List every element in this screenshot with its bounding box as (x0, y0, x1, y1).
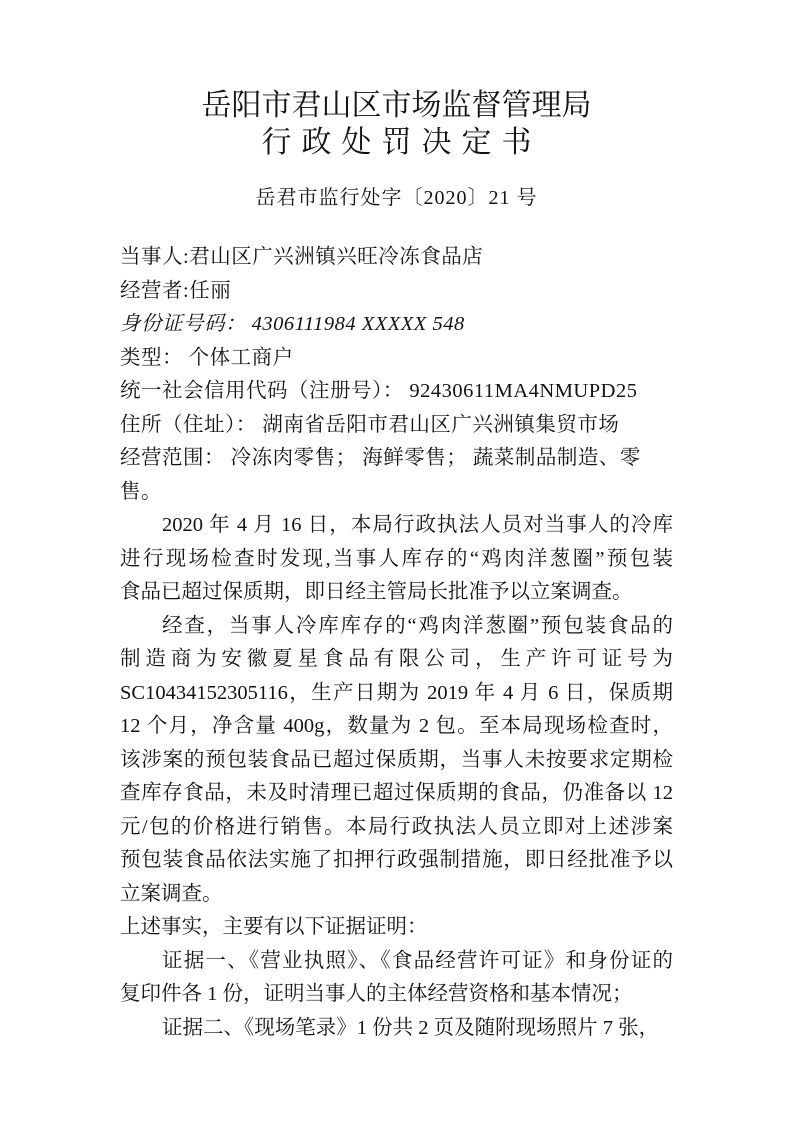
investigation-line: 制造商为安徽夏星食品有限公司，生产许可证号为 (120, 648, 673, 670)
investigation-line: 元/包的价格进行销售。本局行政执法人员立即对上述涉案 (120, 815, 673, 838)
document-title (0, 87, 793, 161)
investigation-line: 查库存食品，未及时清理已超过保质期的食品，仍准备以 12 (120, 782, 673, 804)
business-scope-line: 经营范围： 冷冻肉零售； 海鲜零售； 蔬菜制品制造、零售。 (120, 447, 641, 503)
document-number: 岳君市监行处字〔2020〕21 号 (255, 187, 538, 209)
investigation-line: SC10434152305116，生产日期为 2019 年 4 月 6 日，保质期 (120, 681, 673, 704)
title-document-type-line: 行政处罚决定书 (261, 126, 542, 159)
address-line: 住所（住址）： 湖南省岳阳市君山区广兴洲镇集贸市场 (120, 413, 620, 436)
evidence-1-line: 证据一、《营业执照》、《食品经营许可证》和身份证的 (162, 949, 673, 972)
investigation-line: 该涉案的预包装食品已超过保质期，当事人未按要求定期检 (120, 748, 673, 771)
investigation-line: 立案调查。 (120, 882, 223, 905)
investigation-line: 经查，当事人冷库库存的“鸡肉洋葱圈”预包装食品的 (162, 614, 673, 637)
operator-line: 经营者:任丽 (120, 279, 232, 302)
case-discovery-line: 食品已超过保质期，即日经主管局长批准予以立案调查。 (120, 581, 633, 603)
evidence-2-line: 证据二、《现场笔录》1 份共 2 页及随附现场照片 7 张， (162, 1016, 660, 1039)
entity-type-line: 类型： 个体工商户 (120, 346, 294, 369)
credit-code-line: 统一社会信用代码（注册号）： 92430611MA4NMUPD25 (120, 380, 638, 402)
investigation-line: 预包装食品依法实施了扣押行政强制措施，即日经批准予以 (120, 849, 673, 871)
title-authority-line: 岳阳市君山区市场监督管理局 (201, 89, 592, 122)
evidence-1-line: 复印件各 1 份，证明当事人的主体经营资格和基本情况； (120, 983, 633, 1005)
investigation-line: 12 个月，净含量 400g，数量为 2 包。至本局现场检查时， (120, 715, 673, 737)
case-discovery-line: 进行现场检查时发现,当事人库存的“鸡肉洋葱圈”预包装 (120, 547, 673, 570)
party-name-line: 当事人:君山区广兴洲镇兴旺冷冻食品店 (120, 246, 484, 268)
case-discovery-line: 2020 年 4 月 16 日，本局行政执法人员对当事人的冷库 (162, 514, 673, 536)
document-body (120, 241, 673, 1045)
evidence-intro-line: 上述事实，主要有以下证据证明： (120, 916, 428, 938)
id-number-line: 身份证号码： 4306111984 XXXXX 548 (120, 313, 465, 335)
